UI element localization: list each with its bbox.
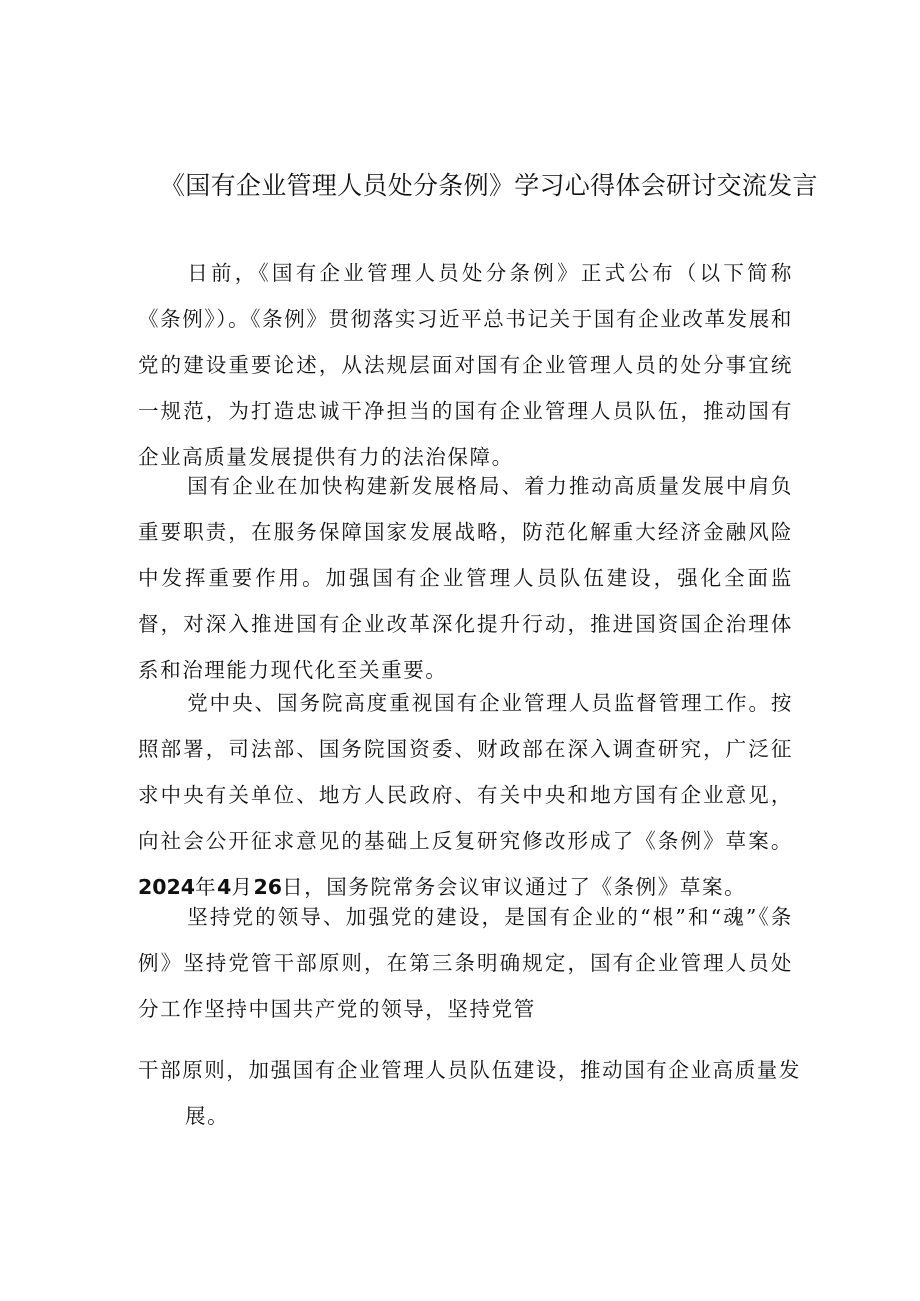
paragraph-3-text: 党中央、国务院高度重视国有企业管理人员监督管理工作。按照部署，司法部、国务院国资委、财政部在深入调查研究，广泛征求中央有关单位、地方人民政府、有关中央和地方国有企业意见，向社会公开征求意见的基础上反复研究修改形成了《条例》草案。 (138, 691, 793, 853)
paragraph-4-continuation: 干部原则，加强国有企业管理人员队伍建设，推动国有企业高质量发 (138, 1058, 801, 1082)
paragraph-3-tail: 日，国务院常务会议审议通过了《条例》草案。 (282, 875, 747, 899)
paragraph-2: 国有企业在加快构建新发展格局、着力推动高质量发展中肩负重要职责，在服务保障国家发展战略，防范化解重大经济金融风险中发挥重要作用。加强国有企业管理人员队伍建设，强化全面监督，对深入推进国有企业改革深化提升行动，推进国资国企治理体系和治理能力现代化至关重要。 (138, 474, 793, 682)
year-number: 2024 (138, 875, 196, 899)
document-title: 《国有企业管理人员处分条例》学习心得体会研讨交流发言 (160, 171, 818, 200)
month-unit: 月 (231, 875, 254, 899)
paragraph-1: 日前，《国有企业管理人员处分条例》正式公布（以下简称《条例》）。《条例》贯彻落实习近平总书记关于国有企业改革发展和党的建设重要论述，从法规层面对国有企业管理人员的处分事宜统一规范，为打造忠诚干净担当的国有企业管理人员队伍，推动国有企业高质量发展提供有力的法治保障。 (138, 261, 793, 469)
day-number: 26 (253, 875, 283, 899)
year-unit: 年 (195, 875, 218, 899)
paragraph-4-end: 展。 (185, 1104, 230, 1128)
month-number: 4 (217, 875, 232, 899)
paragraph-3 (138, 680, 793, 910)
paragraph-4: 坚持党的领导、加强党的建设，是国有企业的“根”和“魂”《条例》坚持党管干部原则，在第三条明确规定，国有企业管理人员处分工作坚持中国共产党的领导，坚持党管 (138, 905, 793, 1021)
